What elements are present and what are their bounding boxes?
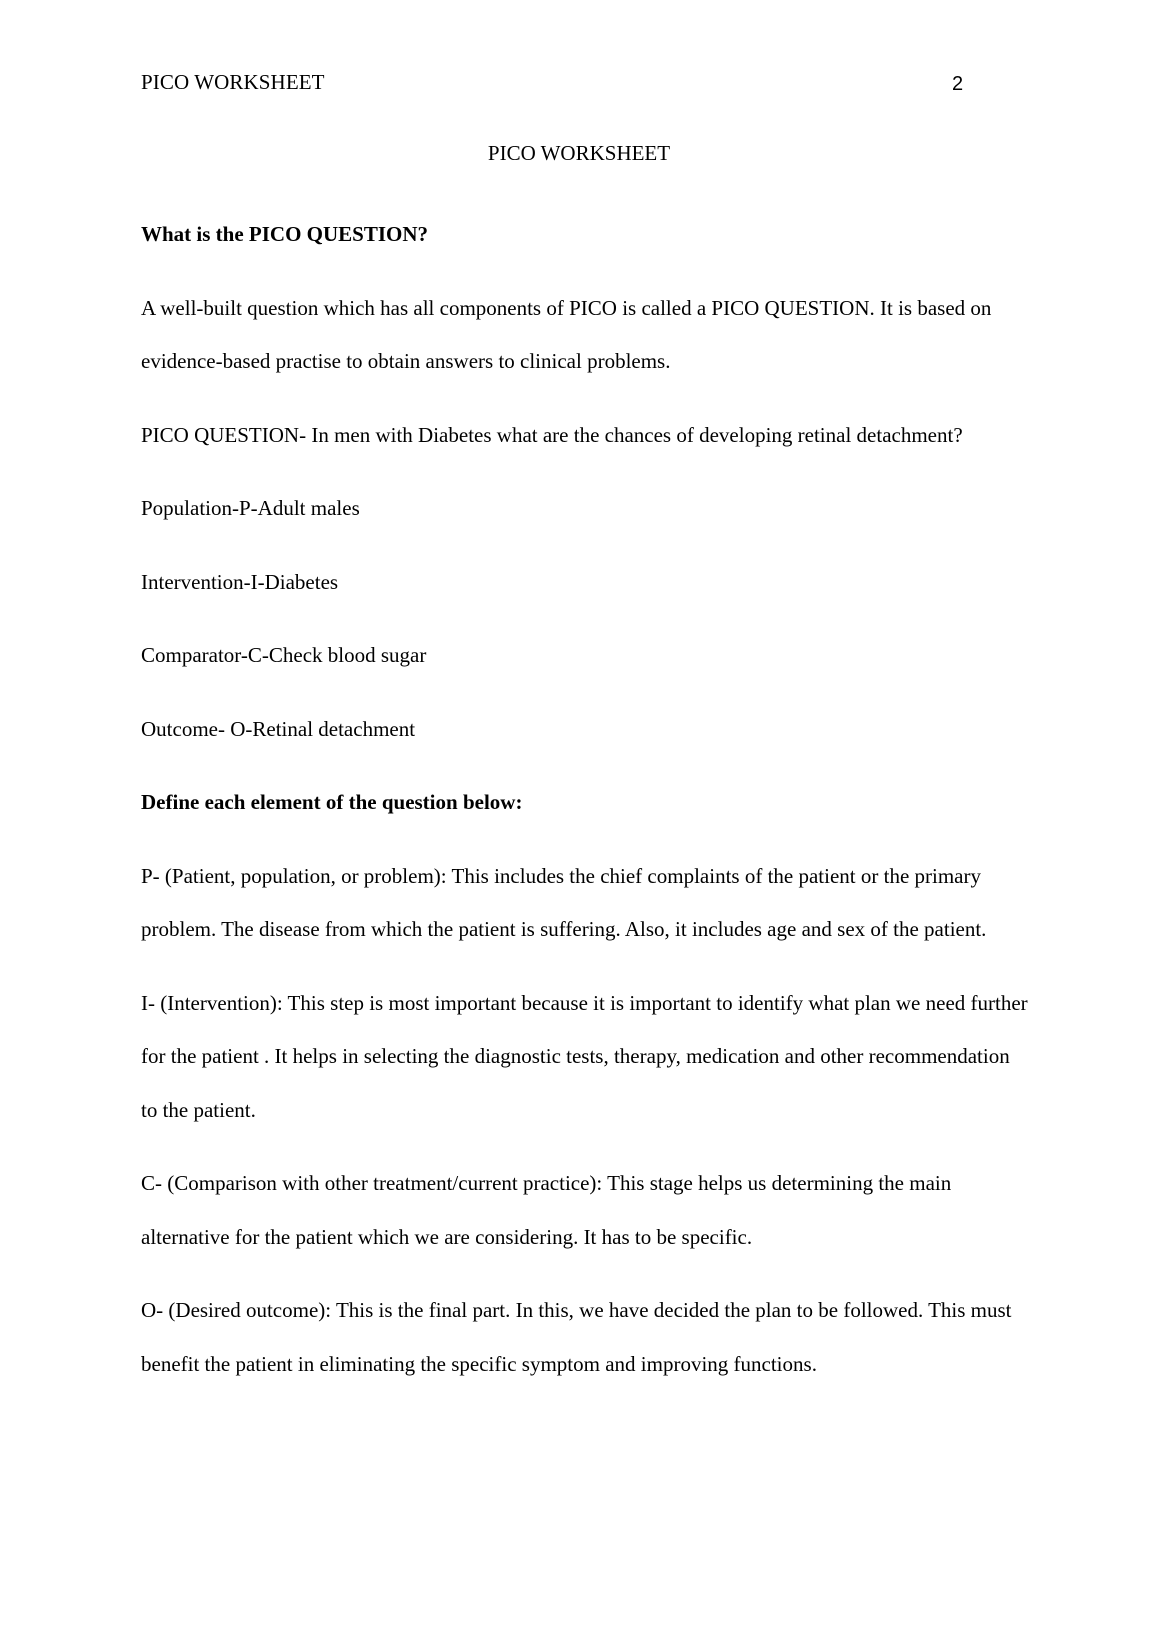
- document-title: PICO WORKSHEET: [487, 141, 671, 165]
- definition-o-paragraph: O- (Desired outcome): This is the final part. In this, we have decided the plan to be followed. This must benefit the patient in eliminating the specific symptom and improving functions.: [141, 1298, 1012, 1376]
- page-number: 2: [952, 73, 964, 95]
- document-body: [141, 208, 1031, 1411]
- definition-c-paragraph: C- (Comparison with other treatment/current practice): This stage helps us determining the main alternative for the patient which we are considering. It has to be specific.: [141, 1171, 952, 1249]
- definition-p-paragraph: P- (Patient, population, or problem): This includes the chief complaints of the patient or the primary problem. The disease from which the patient is suffering. Also, it includes age and sex of the patient.: [141, 863, 987, 941]
- population-line: Population-P-Adult males: [141, 496, 360, 520]
- outcome-line: Outcome- O-Retinal detachment: [141, 716, 416, 741]
- section-heading-define-elements: Define each element of the question below:: [141, 790, 523, 814]
- definition-i-paragraph: I- (Intervention): This step is most important because it is important to identify what plan we need further for the patient . It helps in selecting the diagnostic tests, therapy, medication and other recommendation to the patient.: [141, 990, 1028, 1122]
- running-head: PICO WORKSHEET: [141, 70, 325, 94]
- section-heading-pico-question: What is the PICO QUESTION?: [141, 222, 429, 246]
- comparator-line: Comparator-C-Check blood sugar: [141, 643, 427, 667]
- intro-paragraph: A well-built question which has all components of PICO is called a PICO QUESTION. It is based on evidence-based practise to obtain answers to clinical problems.: [141, 295, 992, 373]
- intervention-line: Intervention-I-Diabetes: [141, 569, 339, 594]
- pico-question-paragraph: PICO QUESTION- In men with Diabetes what are the chances of developing retinal detachment?: [141, 422, 963, 447]
